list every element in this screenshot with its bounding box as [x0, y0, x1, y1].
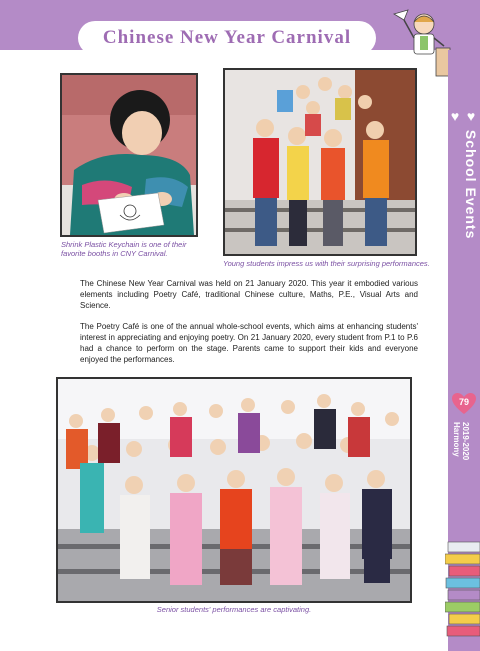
photo-keychain-caption: Shrink Plastic Keychain is one of their favorite booths in CNY Carnival. — [61, 240, 187, 258]
page-title-banner — [78, 21, 376, 55]
section-label: ♥ School Events ♥ — [447, 108, 479, 240]
body-paragraph-1: The Chinese New Year Carnival was held on 21 January 2020. This year it embodied various elements including Poetry Café, traditional Chinese culture, Maths, P.E., Visual Arts and Science. — [80, 279, 418, 310]
body-paragraph-2: The Poetry Café is one of the annual whole-school events, which aims at enhancing students' interest in appreciating and enjoying poetry. On 21 January 2020, every student from P.1 to P.6 had a chance to perform on the stage. Parents came to support their kids and everyone enjoyed the performances. — [80, 322, 418, 364]
page-title: Chinese New Year Carnival — [102, 27, 352, 48]
books-stack-illustration — [445, 540, 480, 645]
photo-senior-students — [56, 377, 412, 603]
photo-young-students — [223, 68, 417, 256]
page-number-heart — [451, 392, 477, 416]
photo-keychain-booth — [60, 73, 198, 237]
year-label: 2019-2020 Harmony — [452, 422, 470, 461]
page-number: 79 — [458, 397, 469, 407]
photo-senior-students-caption: Senior students' performances are captivating. — [156, 605, 312, 614]
photo-young-students-caption: Young students impress us with their surprising performances. — [223, 259, 430, 268]
